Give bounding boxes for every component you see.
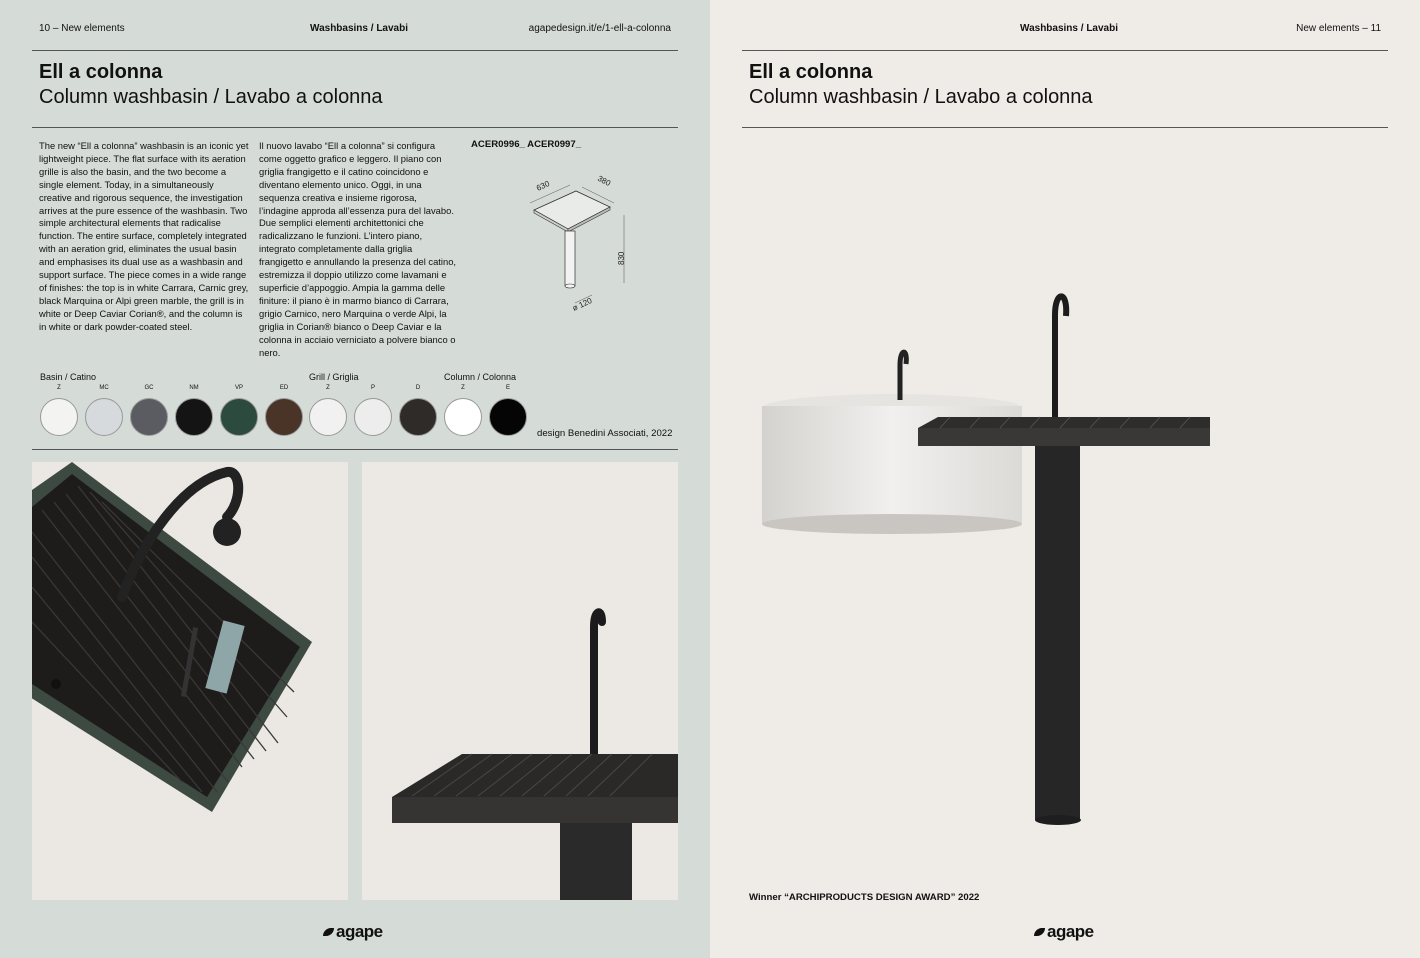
grill-finish-label: Grill / Griglia xyxy=(309,372,359,382)
header-divider xyxy=(32,50,678,51)
column-finish-label: Column / Colonna xyxy=(444,372,517,382)
swatch-code: Z xyxy=(461,385,465,391)
page-title: Ell a colonna xyxy=(749,61,873,83)
swatches-divider xyxy=(32,449,678,450)
swatch-code: Z xyxy=(326,385,330,391)
category-label: Washbasins / Lavabi xyxy=(310,23,408,34)
swatch-code: ED xyxy=(279,385,289,391)
description-italian: Il nuovo lavabo “Ell a colonna” si configura come oggetto grafico e leggero. Il piano con griglia frangigetto e il catino coincidono e diventano elemento unico. Oggi, in una sequenza creativa e insieme rigorosa, l’indagine approda all’essenza pura del lavabo. Due semplici elementi architettonici che radicalizzano le funzioni. L’intero piano, integrato completamente dalla griglia frangigetto e annullando la presenza del catino, estremizza il doppio utilizzo come lavamani e superficie d’appoggio. Ampia la gamma delle finiture: il piano è in marmo bianco di Carrara, grigio Carnico, nero Marquina o verde Alpi, la griglia in Corian® bianco o Deep Caviar e la colonna in acciaio verniciato a polvere bianco o nero. xyxy=(259,140,457,358)
description-english: The new “Ell a colonna” washbasin is an iconic yet lightweight piece. The flat surface with its aeration grille is also the basin, and the two become a single element. Today, in a simultaneously creative and rigorous sequence, the investigation arrives at the pure essence of the washbasin. Two simple architectural elements that radicalise function. The entire surface, completely integrated with an aeration grid, eliminates the usual basin and emphasises its dual use as a washbasin and support surface. The piece comes in a wide range of finishes: the top is in white Carrara, Carnic grey, black Marquina or Alpi green marble, the grill is in white or Deep Caviar Corian®, and the column is in white or dark powder-coated steel. xyxy=(39,140,249,332)
swatch-code: P xyxy=(370,385,375,391)
finish-swatch[interactable] xyxy=(40,398,78,436)
swatch-code: GC xyxy=(144,385,154,391)
finish-swatch[interactable] xyxy=(489,398,527,436)
product-codes: ACER0996_ ACER0997_ xyxy=(471,139,582,150)
swatch-code: D xyxy=(415,385,421,391)
product-photo-hero xyxy=(750,260,1270,840)
agape-logo: agape xyxy=(1034,922,1094,942)
dimension-diameter: ø 120 xyxy=(571,296,594,313)
design-credit: design Benedini Associati, 2022 xyxy=(537,428,673,439)
technical-drawing xyxy=(520,165,640,315)
finish-swatch[interactable] xyxy=(265,398,303,436)
product-url-link[interactable]: agapedesign.it/e/1-ell-a-colonna xyxy=(528,23,671,34)
page-section-label: 10 – New elements xyxy=(39,23,125,34)
finish-swatch[interactable] xyxy=(444,398,482,436)
finish-swatch[interactable] xyxy=(85,398,123,436)
page-title: Ell a colonna xyxy=(39,61,163,83)
leaf-logo-icon xyxy=(323,928,334,936)
finish-swatch[interactable] xyxy=(175,398,213,436)
right-page xyxy=(710,0,1420,958)
basin-finish-label: Basin / Catino xyxy=(40,372,97,382)
swatch-code: E xyxy=(505,385,510,391)
category-label: Washbasins / Lavabi xyxy=(1020,23,1118,34)
swatch-code: Z xyxy=(57,385,61,391)
dimension-height: 830 xyxy=(617,251,626,265)
finish-swatch[interactable] xyxy=(399,398,437,436)
finish-swatch[interactable] xyxy=(220,398,258,436)
product-photo-top-view xyxy=(32,462,348,900)
page-subtitle: Column washbasin / Lavabo a colonna xyxy=(749,86,1093,108)
swatch-code: NM xyxy=(189,385,199,391)
swatch-code: MC xyxy=(99,385,109,391)
finish-swatch[interactable] xyxy=(309,398,347,436)
page-subtitle: Column washbasin / Lavabo a colonna xyxy=(39,86,383,108)
agape-logo: agape xyxy=(323,922,383,942)
award-caption: Winner “ARCHIPRODUCTS DESIGN AWARD” 2022 xyxy=(749,892,980,903)
leaf-logo-icon xyxy=(1034,928,1045,936)
finish-swatch[interactable] xyxy=(130,398,168,436)
title-divider xyxy=(32,127,678,128)
title-divider xyxy=(742,127,1388,128)
header-divider xyxy=(742,50,1388,51)
product-photo-side-view xyxy=(362,462,678,900)
finish-swatch[interactable] xyxy=(354,398,392,436)
page-section-label: New elements – 11 xyxy=(1296,23,1381,34)
dimension-depth: 380 xyxy=(596,173,613,189)
swatch-code: VP xyxy=(234,385,243,391)
dimension-length: 630 xyxy=(535,179,551,193)
